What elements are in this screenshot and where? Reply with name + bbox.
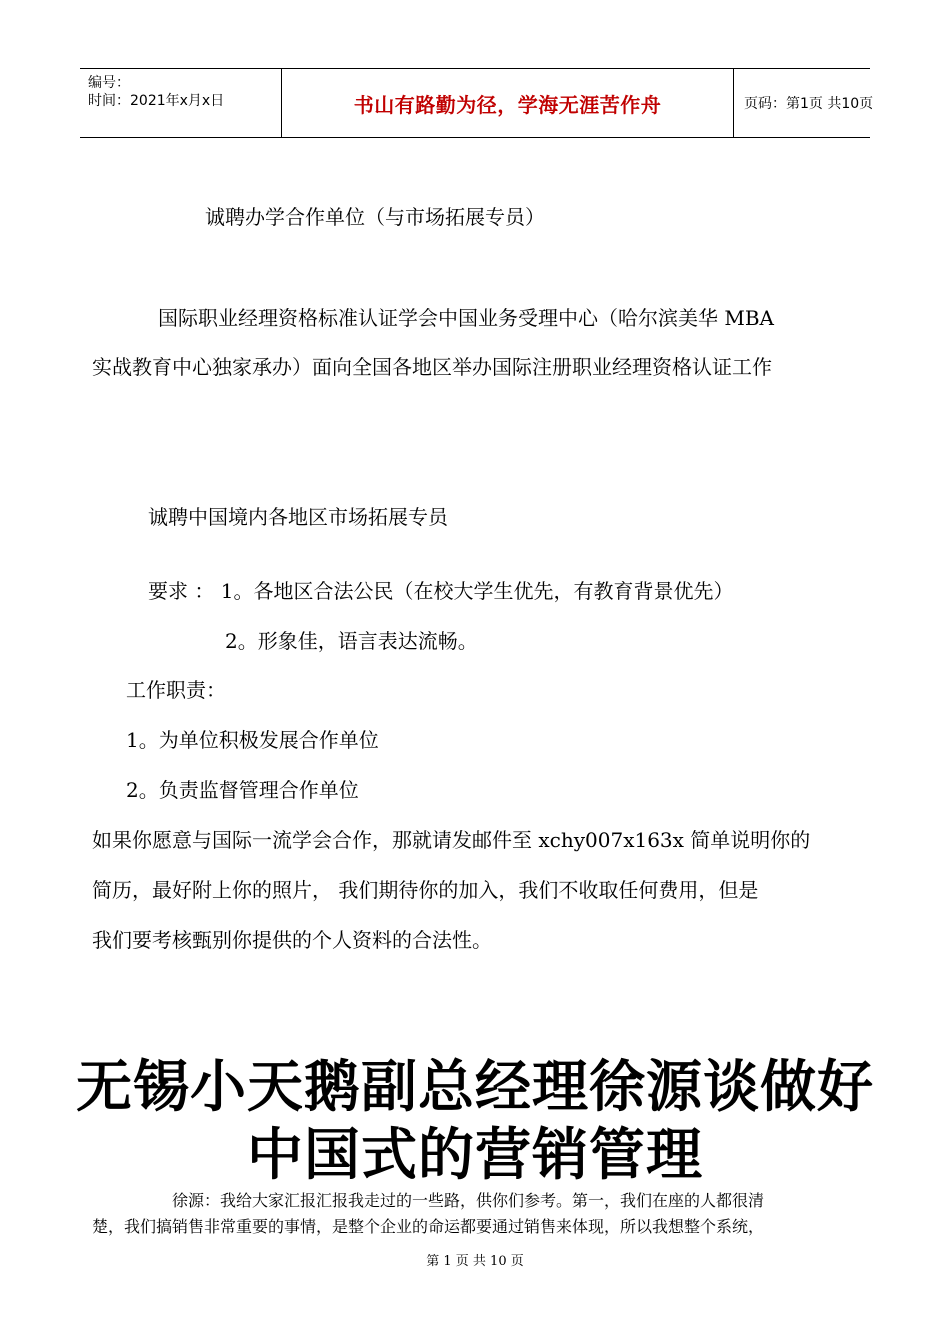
- article-title-line-1: 无锡小天鹅副总经理徐源谈做好: [76, 1055, 874, 1120]
- header-page-info: 页码：第1页 共10页: [744, 96, 874, 112]
- contact-line-3: 我们要考核甄别你提供的个人资料的合法性。: [92, 928, 492, 952]
- article-title-line-2: 中国式的营销管理: [247, 1123, 703, 1188]
- serial-label: 编号：: [88, 75, 130, 91]
- article-body-line-2: 楚，我们搞销售非常重要的事情，是整个企业的命运都要通过销售来体现，所以我想整个系统，: [92, 1217, 765, 1236]
- time-label: 时间：2021年x月x日: [88, 93, 225, 109]
- requirement-2: 2。形象佳，语言表达流畅。: [225, 629, 478, 653]
- header-motto: 书山有路勤为径，学海无涯苦作舟: [282, 69, 734, 137]
- duty-2: 2。负责监督管理合作单位: [126, 778, 359, 802]
- duty-title: 工作职责：: [126, 678, 226, 702]
- intro-line-1: 国际职业经理资格标准认证学会中国业务受理中心（哈尔滨美华 MBA: [158, 306, 774, 330]
- contact-line-2: 简历，最好附上你的照片， 我们期待你的加入，我们不收取任何费用，但是: [92, 878, 759, 902]
- page-footer: 第 1 页 共 10 页: [426, 1254, 524, 1269]
- duty-1: 1。为单位积极发展合作单位: [126, 728, 379, 752]
- header-meta: [80, 69, 282, 137]
- recruit-title: 诚聘办学合作单位（与市场拓展专员）: [205, 205, 545, 229]
- intro-line-2: 实战教育中心独家承办）面向全国各地区举办国际注册职业经理资格认证工作: [92, 355, 772, 379]
- contact-line-1: 如果你愿意与国际一流学会合作，那就请发邮件至 xchy007x163x 简单说明你的: [92, 828, 811, 852]
- requirement-1: 要求 ： 1。各地区合法公民（在校大学生优先，有教育背景优先）: [148, 579, 734, 603]
- recruit-position: 诚聘中国境内各地区市场拓展专员: [148, 505, 448, 529]
- page-header: [80, 68, 874, 138]
- article-body-line-1: 徐源：我给大家汇报汇报我走过的一些路，供你们参考。第一，我们在座的人都很清: [172, 1191, 765, 1210]
